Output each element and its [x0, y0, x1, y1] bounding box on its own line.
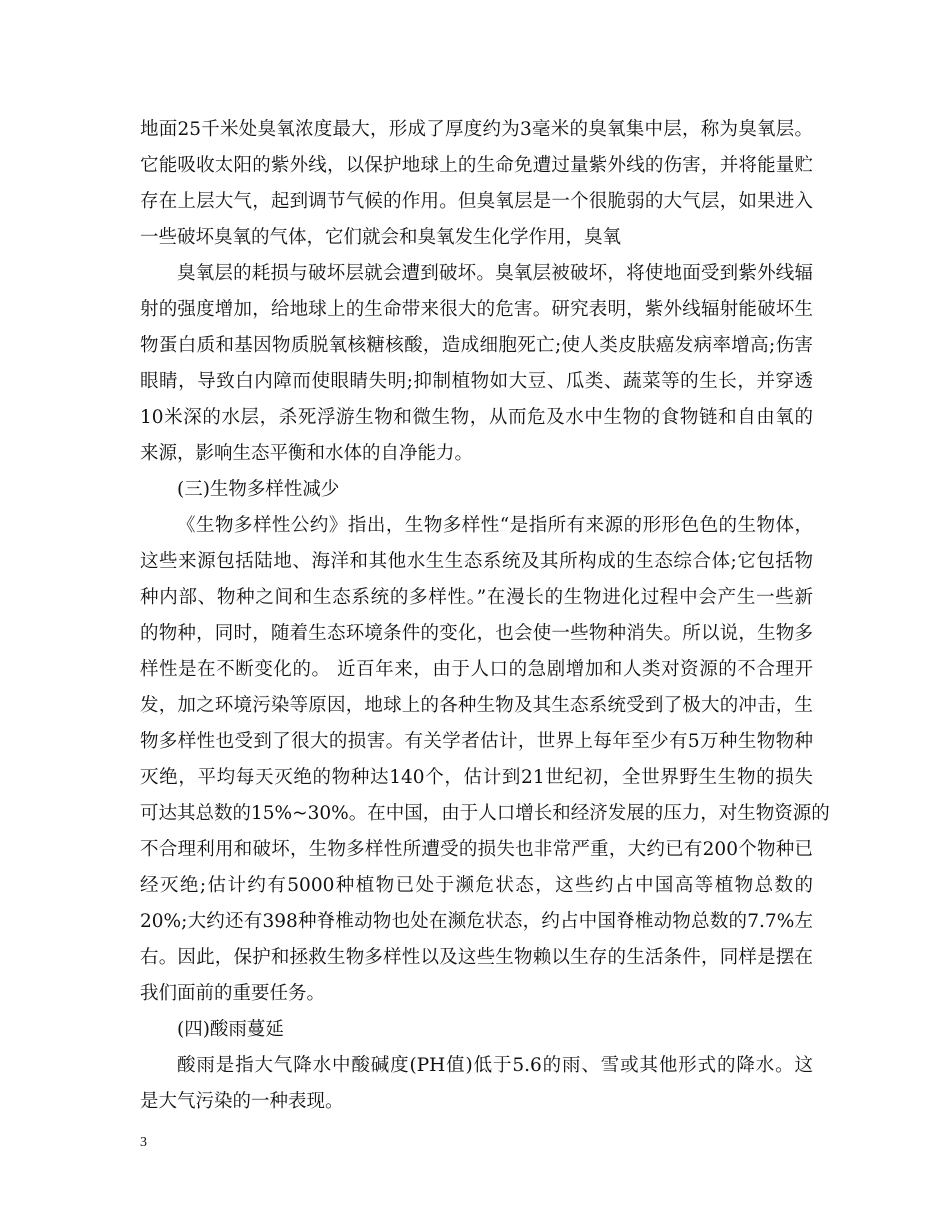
text-line: 《生物多样性公约》指出，生物多样性“是指所有来源的形形色色的生物体，: [177, 515, 813, 536]
text-line: 一些破坏臭氧的气体，它们就会和臭氧发生化学作用，臭氧: [140, 227, 622, 248]
text-line: 样性是在不断变化的。 近百年来，由于人口的急剧增加和人类对资源的不合理开: [140, 659, 813, 680]
text-line: 它能吸收太阳的紫外线，以保护地球上的生命免遭过量紫外线的伤害，并将能量贮: [140, 155, 813, 176]
text-line: 物蛋白质和基因物质脱氧核糖核酸，造成细胞死亡;使人类皮肤癌发病率增高;伤害: [140, 335, 813, 356]
section-heading: (四)酸雨蔓延: [177, 1019, 284, 1040]
text-line: 存在上层大气，起到调节气候的作用。但臭氧层是一个很脆弱的大气层，如果进入: [140, 191, 813, 212]
section-heading: (三)生物多样性减少: [177, 479, 340, 500]
text-line: 是大气污染的一种表现。: [140, 1091, 344, 1112]
text-line: 这些来源包括陆地、海洋和其他水生生态系统及其所构成的生态综合体;它包括物: [140, 551, 813, 572]
text-line: 10米深的水层，杀死浮游生物和微生物，从而危及水中生物的食物链和自由氧的: [140, 407, 813, 428]
text-line: 经灭绝;估计约有5000种植物已处于濒危状态，这些约占中国高等植物总数的: [140, 875, 813, 896]
text-line: 眼睛，导致白内障而使眼睛失明;抑制植物如大豆、瓜类、蔬菜等的生长，并穿透: [140, 371, 813, 392]
page-number: 3: [140, 1135, 147, 1150]
text-line: 20%;大约还有398种脊椎动物也处在濒危状态，约占中国脊椎动物总数的7.7%左: [140, 911, 813, 932]
text-line: 来源，影响生态平衡和水体的自净能力。: [140, 443, 474, 464]
text-line: 发，加之环境污染等原因，地球上的各种生物及其生态系统受到了极大的冲击，生: [140, 695, 813, 716]
text-line: 种内部、物种之间和生态系统的多样性。”在漫长的生物进化过程中会产生一些新: [140, 587, 813, 608]
text-line: 射的强度增加，给地球上的生命带来很大的危害。研究表明，紫外线辐射能破坏生: [140, 299, 813, 320]
text-line: 灭绝，平均每天灭绝的物种达140个，估计到21世纪初，全世界野生生物的损失: [140, 767, 813, 788]
text-line: 可达其总数的15%~30%。在中国，由于人口增长和经济发展的压力，对生物资源的: [140, 803, 830, 824]
text-line: 我们面前的重要任务。: [140, 983, 326, 1004]
body-text: [140, 112, 830, 1120]
text-line: 地面25千米处臭氧浓度最大，形成了厚度约为3毫米的臭氧集中层，称为臭氧层。: [140, 119, 813, 140]
text-line: 臭氧层的耗损与破坏层就会遭到破坏。臭氧层被破坏，将使地面受到紫外线辐: [177, 263, 813, 284]
text-line: 物多样性也受到了很大的损害。有关学者估计，世界上每年至少有5万种生物物种: [140, 731, 813, 752]
text-line: 的物种，同时，随着生态环境条件的变化，也会使一些物种消失。所以说，生物多: [140, 623, 813, 644]
text-line: 酸雨是指大气降水中酸碱度(PH值)低于5.6的雨、雪或其他形式的降水。这: [177, 1055, 813, 1076]
text-line: 右。因此，保护和拯救生物多样性以及这些生物赖以生存的生活条件，同样是摆在: [140, 947, 813, 968]
text-line: 不合理利用和破坏，生物多样性所遭受的损失也非常严重，大约已有200个物种已: [140, 839, 813, 860]
